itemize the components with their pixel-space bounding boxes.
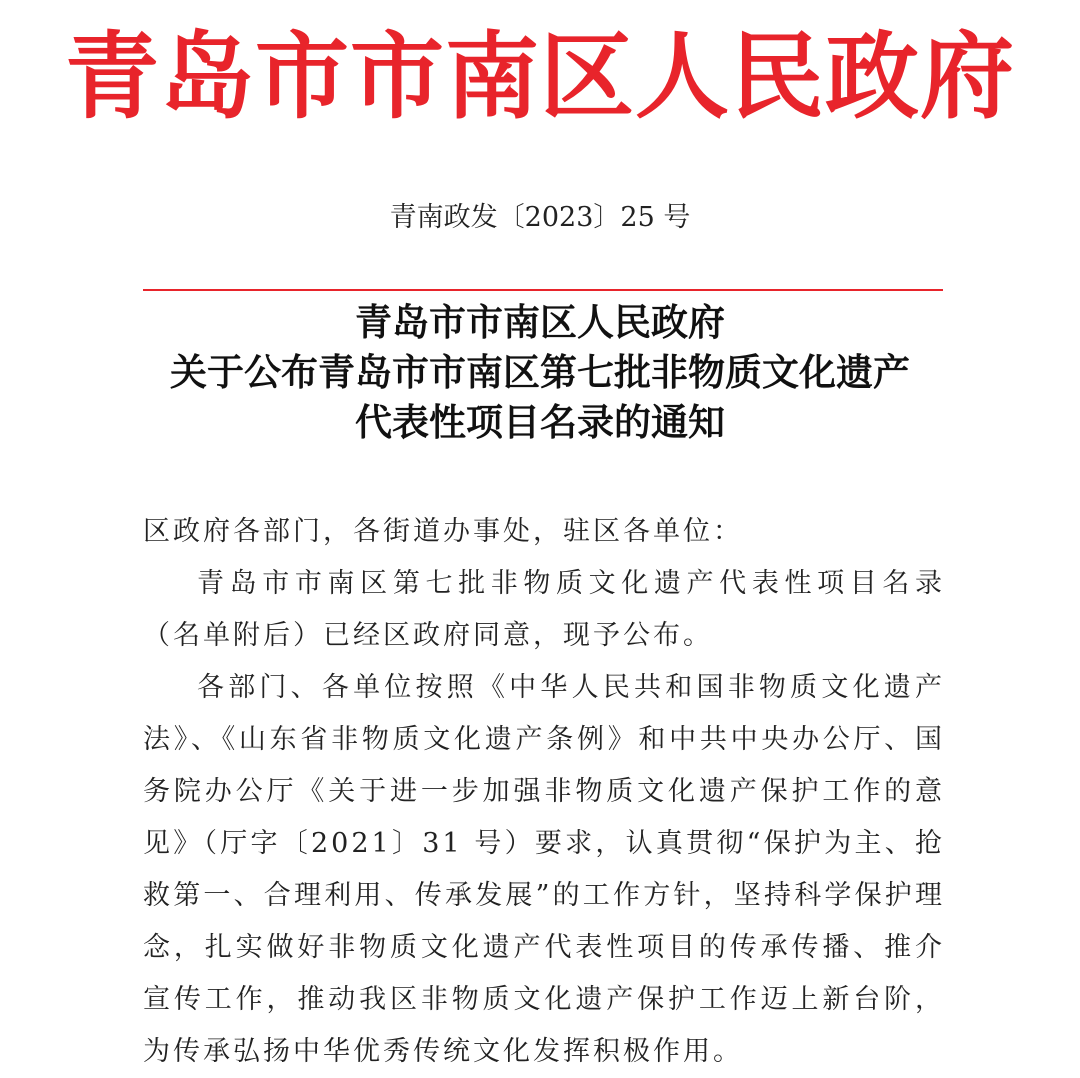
body-paragraph-1: 青岛市市南区第七批非物质文化遗产代表性项目名录（名单附后）已经区政府同意，现予公布。: [143, 568, 945, 651]
salutation: 区政府各部门，各街道办事处，驻区各单位：: [143, 516, 743, 547]
red-separator-line: [143, 289, 943, 291]
issuer-masthead: 青岛市市南区人民政府: [64, 22, 1015, 132]
document-number: 青南政发〔2023〕25 号: [389, 202, 691, 233]
body-paragraph-2: 各部门、各单位按照《中华人民共和国非物质文化遗产法》、《山东省非物质文化遗产条例》和中共中央办公厅、国务院办公厅《关于进一步加强非物质文化遗产保护工作的意见》（厅字〔2021〕31 号）要求，认真贯彻“保护为主、抢救第一、合理利用、传承发展”的工作方针，坚持科学保护理念，扎实做好非物质文化遗产代表性项目的传承传播、推介宣传工作，推动我区非物质文化遗产保护工作迈上新台阶，为传承弘扬中华优秀传统文化发挥积极作用。: [143, 672, 945, 1067]
document-title: [0, 298, 1080, 448]
document-body: [143, 506, 945, 1078]
title-line-2: 关于公布青岛市市南区第七批非物质文化遗产: [170, 351, 910, 394]
title-line-3: 代表性项目名录的通知: [355, 401, 725, 444]
title-line-1: 青岛市市南区人民政府: [355, 301, 725, 344]
